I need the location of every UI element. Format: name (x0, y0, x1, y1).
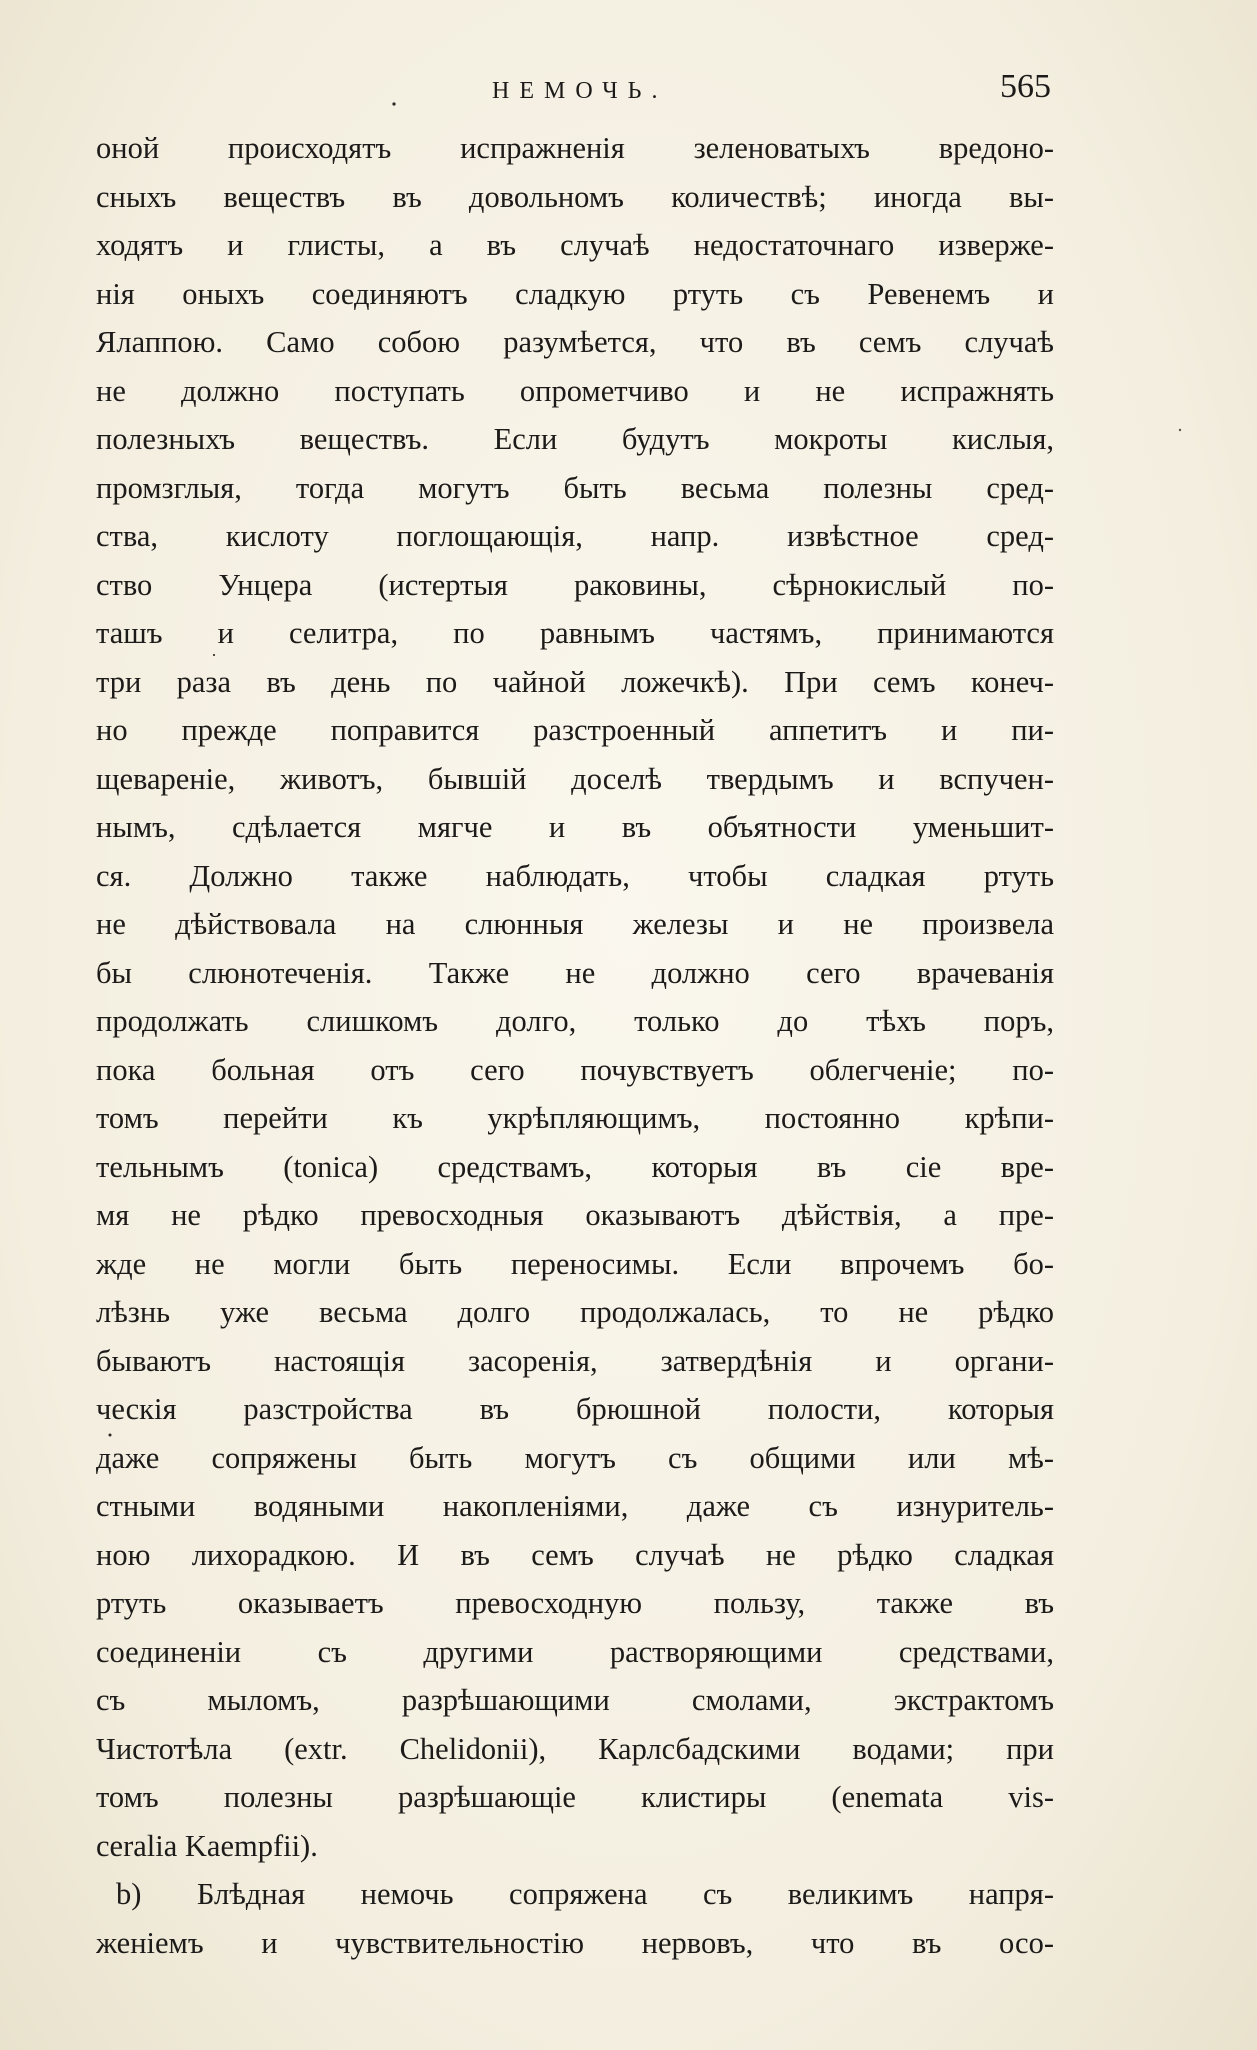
paragraph-first-line: b) Блѣдная немочь сопряжена съ великимъ напря- (116, 1877, 1054, 1911)
text-line: бы слюнотеченія. Также не должно сего врачеванія (96, 955, 1054, 990)
text-line: щевареніе, животъ, бывшій доселѣ твердымъ и вспучен- (96, 761, 1054, 796)
text-line: оной происходятъ испражненія зеленоватыхъ вредоно- (96, 131, 1054, 165)
text-line: полезныхъ веществъ. Если будутъ мокроты кислыя, (96, 422, 1054, 456)
text-line: томъ перейти къ укрѣпляющимъ, постоянно крѣпи- (96, 1101, 1054, 1135)
text-line: Чистотѣла (extr. Chelidonii), Карлсбадскими водами; при (96, 1731, 1054, 1766)
text-line: нія оныхъ соединяютъ сладкую ртуть съ Ревенемъ и (96, 276, 1054, 311)
page-header (0, 68, 1257, 118)
text-line: ртуть оказываетъ превосходную пользу, также въ (96, 1586, 1054, 1620)
text-line: пока больная отъ сего почувствуетъ облегченіе; по- (96, 1052, 1054, 1087)
text-line: съ мыломъ, разрѣшающими смолами, экстрактомъ (96, 1683, 1054, 1717)
text-line: не должно поступать опрометчиво и не испражнять (96, 373, 1054, 408)
text-line: ство Унцера (истертыя раковины, сѣрнокислый по- (96, 567, 1054, 602)
text-line: томъ полезны разрѣшающіе клистиры (enemata vis- (96, 1780, 1054, 1814)
text-line: ческія разстройства въ брюшной полости, которыя (96, 1392, 1054, 1426)
text-line: мя не рѣдко превосходныя оказываютъ дѣйствія, а пре- (96, 1198, 1054, 1232)
text-line: промзглыя, тогда могутъ быть весьма полезны сред- (96, 470, 1054, 505)
text-line: бываютъ настоящія засоренія, затвердѣнія и органи- (96, 1343, 1054, 1378)
text-line: женіемъ и чувствительностію нервовъ, что въ осо- (96, 1925, 1054, 1960)
paragraph-last-line: ceralia Kaempfii). (96, 1828, 318, 1863)
text-line: три раза въ день по чайной ложечкѣ). При семъ конеч- (96, 664, 1054, 699)
text-line: лѣзнь уже весьма долго продолжалась, то не рѣдко (96, 1295, 1054, 1329)
body-text (96, 124, 1054, 1967)
running-title: НЕМОЧЬ. (492, 78, 668, 104)
text-line: даже сопряжены быть могутъ съ общими или мѣ- (96, 1440, 1054, 1475)
text-line: ся. Должно также наблюдать, чтобы сладкая ртуть (96, 858, 1054, 893)
text-line: ною лихорадкою. И въ семъ случаѣ не рѣдко сладкая (96, 1537, 1054, 1572)
text-line: стными водяными накопленіями, даже съ изнуритель- (96, 1489, 1054, 1523)
ink-speck (1179, 429, 1181, 431)
text-line: нымъ, сдѣлается мягче и въ объятности уменьшит- (96, 810, 1054, 844)
text-line: Ялаппою. Само собою разумѣется, что въ семъ случаѣ (96, 325, 1054, 359)
text-line: ташъ и селитра, по равнымъ частямъ, принимаются (96, 616, 1054, 650)
text-line: сныхъ веществъ въ довольномъ количествѣ; иногда вы- (96, 179, 1054, 214)
text-line: ства, кислоту поглощающія, напр. извѣстное сред- (96, 519, 1054, 553)
text-line: жде не могли быть переносимы. Если впрочемъ бо- (96, 1246, 1054, 1281)
text-line: но прежде поправится разстроенный аппетитъ и пи- (96, 713, 1054, 747)
text-line: соединеніи съ другими растворяющими средствами, (96, 1634, 1054, 1669)
text-line: ходятъ и глисты, а въ случаѣ недостаточнаго изверже- (96, 228, 1054, 262)
text-line: тельнымъ (tonica) средствамъ, которыя въ сіе вре- (96, 1149, 1054, 1184)
text-line: не дѣйствовала на слюнныя железы и не произвела (96, 907, 1054, 941)
page-number: 565 (1000, 68, 1051, 105)
text-line: продолжать слишкомъ долго, только до тѣхъ поръ, (96, 1004, 1054, 1038)
